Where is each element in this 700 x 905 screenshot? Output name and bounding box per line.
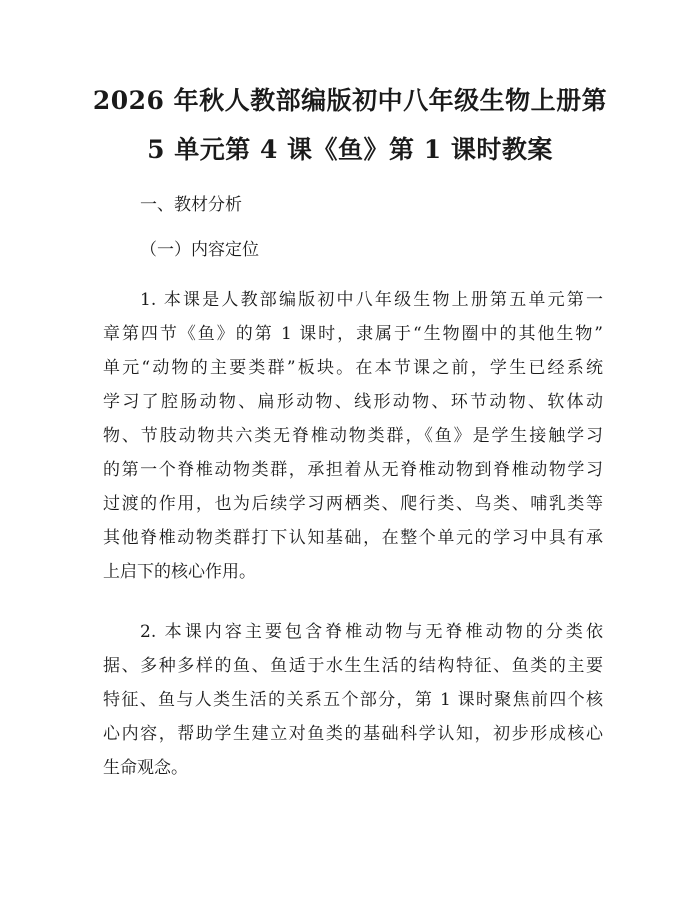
paragraph-line: 2. 本课内容主要包含脊椎动物与无脊椎动物的分类依 <box>140 622 603 642</box>
paragraph-line: 其他脊椎动物类群打下认知基础，在整个单元的学习中具有承 <box>103 528 603 548</box>
paragraph-line: 特征、鱼与人类生活的关系五个部分，第 1 课时聚焦前四个核 <box>103 690 603 710</box>
paragraph-line: 的第一个脊椎动物类群，承担着从无脊椎动物到脊椎动物学习 <box>103 460 603 480</box>
paragraph-line: 物、节肢动物共六类无脊椎动物类群，《鱼》是学生接触学习 <box>103 426 603 446</box>
document-title-line-1: 2026 年秋人教部编版初中八年级生物上册第 <box>92 86 608 115</box>
paragraph-line: 章第四节《鱼》的第 1 课时，隶属于“生物圈中的其他生物” <box>103 324 603 344</box>
subsection-heading: （一）内容定位 <box>140 240 259 260</box>
section-heading: 一、教材分析 <box>140 195 242 215</box>
paragraph-line: 1. 本课是人教部编版初中八年级生物上册第五单元第一 <box>140 290 603 310</box>
paragraph-2 <box>103 615 603 785</box>
paragraph-1 <box>103 283 603 589</box>
paragraph-line: 单元“动物的主要类群”板块。在本节课之前，学生已经系统 <box>103 358 603 378</box>
paragraph-line: 学习了腔肠动物、扁形动物、线形动物、环节动物、软体动 <box>103 392 603 412</box>
paragraph-line: 据、多种多样的鱼、鱼适于水生生活的结构特征、鱼类的主要 <box>103 656 603 676</box>
paragraph-line: 过渡的作用，也为后续学习两栖类、爬行类、鸟类、哺乳类等 <box>103 494 603 514</box>
paragraph-line: 心内容，帮助学生建立对鱼类的基础科学认知，初步形成核心 <box>103 724 603 744</box>
document-title-line-2: 5 单元第 4 课《鱼》第 1 课时教案 <box>147 135 553 164</box>
paragraph-line: 生命观念。 <box>103 758 188 778</box>
paragraph-line: 上启下的核心作用。 <box>103 562 256 582</box>
